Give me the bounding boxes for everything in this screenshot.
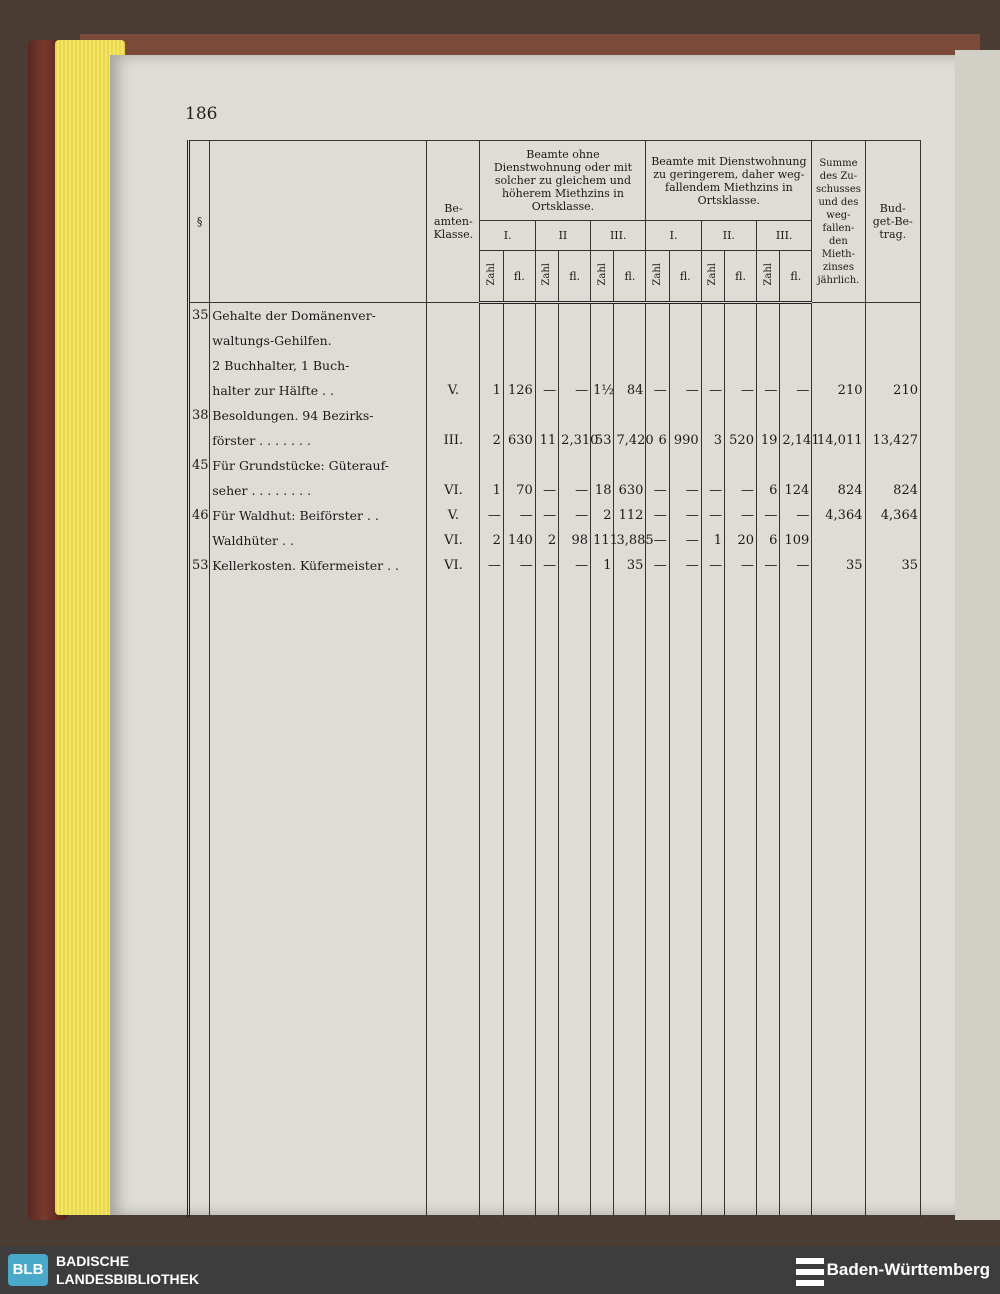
cell-para: 46 xyxy=(189,503,210,528)
library-name-line1: BADISCHE xyxy=(56,1253,130,1269)
cell-z2: — xyxy=(535,478,558,503)
cell-z3: 1½ xyxy=(591,378,614,403)
cell-klasse: V. xyxy=(427,503,480,528)
cell-desc: Gehalte der Domänenver- xyxy=(210,303,427,328)
cell-z3 xyxy=(591,353,614,378)
cell-z4: — xyxy=(646,503,669,528)
cell-f3 xyxy=(614,403,646,428)
cell-z6: — xyxy=(756,378,779,403)
cell-f2: — xyxy=(559,378,591,403)
cell-f4 xyxy=(669,453,701,478)
cell-z6 xyxy=(756,453,779,478)
table-row xyxy=(189,453,921,478)
cell-f1 xyxy=(503,353,535,378)
cell-para xyxy=(189,528,210,553)
cell-f3 xyxy=(614,353,646,378)
cell-z3: 1 xyxy=(591,553,614,578)
library-footer xyxy=(0,1246,1000,1294)
cell-desc: seher . . . . . . . . xyxy=(210,478,427,503)
cell-z6: — xyxy=(756,553,779,578)
cell-summe xyxy=(812,528,865,553)
cell-f1: 126 xyxy=(503,378,535,403)
cell-f2: 2,310 xyxy=(559,428,591,453)
header-class-3b: III. xyxy=(756,221,811,251)
cell-z3: 18 xyxy=(591,478,614,503)
cell-z1: 2 xyxy=(480,528,503,553)
table-row xyxy=(189,428,921,453)
cell-f2 xyxy=(559,328,591,353)
header-class-2b: II. xyxy=(701,221,756,251)
cell-desc: 2 Buchhalter, 1 Buch- xyxy=(210,353,427,378)
cell-f2 xyxy=(559,453,591,478)
cell-z4 xyxy=(646,403,669,428)
cell-z2 xyxy=(535,403,558,428)
cell-f5: — xyxy=(725,478,757,503)
page-number: 186 xyxy=(185,104,218,124)
cell-z1: 1 xyxy=(480,378,503,403)
cell-f6 xyxy=(780,353,812,378)
cell-desc: waltungs-Gehilfen. xyxy=(210,328,427,353)
cell-z1 xyxy=(480,353,503,378)
cell-z3: 111 xyxy=(591,528,614,553)
cell-para: 45 xyxy=(189,453,210,478)
cell-f3 xyxy=(614,328,646,353)
cell-z4: — xyxy=(646,553,669,578)
table-row xyxy=(189,403,921,428)
empty-cell xyxy=(646,578,669,1219)
cell-klasse: VI. xyxy=(427,478,480,503)
cell-f5 xyxy=(725,453,757,478)
cell-z2: — xyxy=(535,503,558,528)
cell-z6 xyxy=(756,353,779,378)
table-filler-row xyxy=(189,578,921,1219)
cell-para xyxy=(189,378,210,403)
empty-cell xyxy=(427,578,480,1219)
cell-budget xyxy=(865,403,921,428)
cell-f2 xyxy=(559,403,591,428)
cell-summe xyxy=(812,453,865,478)
cell-f5: — xyxy=(725,378,757,403)
cell-f6: 2,141 xyxy=(780,428,812,453)
table-row xyxy=(189,378,921,403)
header-zahl: Zahl xyxy=(535,251,558,303)
cell-z6 xyxy=(756,403,779,428)
cell-summe: 210 xyxy=(812,378,865,403)
header-budget: Bud- get-Be- trag. xyxy=(865,141,921,303)
cell-f5: 20 xyxy=(725,528,757,553)
cell-klasse: III. xyxy=(427,428,480,453)
header-paragraph: § xyxy=(189,141,210,303)
library-name xyxy=(56,1252,199,1288)
cell-desc: förster . . . . . . . xyxy=(210,428,427,453)
cell-z6: 6 xyxy=(756,528,779,553)
cell-f6: 124 xyxy=(780,478,812,503)
empty-cell xyxy=(210,578,427,1219)
cell-z2: 2 xyxy=(535,528,558,553)
cell-z1: — xyxy=(480,503,503,528)
blb-logo: BLB xyxy=(8,1254,48,1286)
cell-z4 xyxy=(646,303,669,328)
cell-klasse: V. xyxy=(427,378,480,403)
cell-klasse: VI. xyxy=(427,528,480,553)
cell-summe xyxy=(812,328,865,353)
cell-f2: — xyxy=(559,503,591,528)
empty-cell xyxy=(812,578,865,1219)
cell-f6: — xyxy=(780,378,812,403)
cell-desc: Kellerkosten. Küfermeister . . xyxy=(210,553,427,578)
header-class-2: II xyxy=(535,221,590,251)
cell-f5 xyxy=(725,303,757,328)
cell-f5 xyxy=(725,353,757,378)
cell-f1: — xyxy=(503,553,535,578)
header-group-with-housing: Beamte mit Dienstwohnung zu geringerem, daher weg- fallendem Miethzins in Ortsklasse. xyxy=(646,141,812,221)
cell-z4: — xyxy=(646,478,669,503)
cell-z5: — xyxy=(701,378,724,403)
cell-f6 xyxy=(780,328,812,353)
cell-z4 xyxy=(646,453,669,478)
cell-f5 xyxy=(725,403,757,428)
cell-z5 xyxy=(701,403,724,428)
empty-cell xyxy=(614,578,646,1219)
header-class-3: III. xyxy=(591,221,646,251)
cell-klasse xyxy=(427,303,480,328)
cell-z1 xyxy=(480,403,503,428)
cell-summe: 824 xyxy=(812,478,865,503)
header-group-without-housing: Beamte ohne Dienstwohnung oder mit solcher zu gleichem und höherem Miethzins in Ortsklasse. xyxy=(480,141,646,221)
cell-z1: 1 xyxy=(480,478,503,503)
cell-f1: 140 xyxy=(503,528,535,553)
cell-f3: 3,885 xyxy=(614,528,646,553)
cell-f6 xyxy=(780,403,812,428)
table-row xyxy=(189,328,921,353)
cell-z5: 1 xyxy=(701,528,724,553)
cell-para: 53 xyxy=(189,553,210,578)
cell-summe: 4,364 xyxy=(812,503,865,528)
table-row xyxy=(189,553,921,578)
cell-z4 xyxy=(646,353,669,378)
cell-f6: — xyxy=(780,553,812,578)
cell-desc: Besoldungen. 94 Bezirks- xyxy=(210,403,427,428)
cell-f4: — xyxy=(669,528,701,553)
cell-budget xyxy=(865,303,921,328)
empty-cell xyxy=(780,578,812,1219)
cell-z5 xyxy=(701,453,724,478)
header-fl: fl. xyxy=(725,251,757,303)
cell-para xyxy=(189,478,210,503)
cell-f5: — xyxy=(725,503,757,528)
cell-budget xyxy=(865,353,921,378)
cell-f5 xyxy=(725,328,757,353)
header-zahl: Zahl xyxy=(756,251,779,303)
cell-budget: 210 xyxy=(865,378,921,403)
cell-f4: — xyxy=(669,503,701,528)
cell-budget xyxy=(865,453,921,478)
header-zahl: Zahl xyxy=(701,251,724,303)
cell-z3: 2 xyxy=(591,503,614,528)
cell-z3 xyxy=(591,403,614,428)
cell-z2: 11 xyxy=(535,428,558,453)
cell-f3: 7,420 xyxy=(614,428,646,453)
cell-f3 xyxy=(614,303,646,328)
cell-z4: — xyxy=(646,378,669,403)
empty-cell xyxy=(559,578,591,1219)
cell-f1 xyxy=(503,303,535,328)
header-class-1: I. xyxy=(480,221,535,251)
cell-f5: — xyxy=(725,553,757,578)
cell-z1: 2 xyxy=(480,428,503,453)
empty-cell xyxy=(725,578,757,1219)
cell-desc: Für Waldhut: Beiförster . . xyxy=(210,503,427,528)
cell-f3: 630 xyxy=(614,478,646,503)
header-class-1b: I. xyxy=(646,221,701,251)
cell-summe xyxy=(812,303,865,328)
cell-z4: 6 xyxy=(646,428,669,453)
cell-f1: 630 xyxy=(503,428,535,453)
empty-cell xyxy=(669,578,701,1219)
cell-z1: — xyxy=(480,553,503,578)
cell-f4: 990 xyxy=(669,428,701,453)
cell-f1: — xyxy=(503,503,535,528)
header-zahl: Zahl xyxy=(591,251,614,303)
cell-f4 xyxy=(669,328,701,353)
cell-desc: halter zur Hälfte . . xyxy=(210,378,427,403)
cell-z2: — xyxy=(535,553,558,578)
header-fl: fl. xyxy=(669,251,701,303)
empty-cell xyxy=(591,578,614,1219)
cell-f3: 112 xyxy=(614,503,646,528)
empty-cell xyxy=(756,578,779,1219)
cell-f2: 98 xyxy=(559,528,591,553)
cell-z2: — xyxy=(535,378,558,403)
header-fl: fl. xyxy=(559,251,591,303)
salary-table xyxy=(187,140,921,1218)
cell-klasse xyxy=(427,353,480,378)
cell-f2 xyxy=(559,303,591,328)
cell-z3: 53 xyxy=(591,428,614,453)
cell-z5 xyxy=(701,303,724,328)
cell-f6: 109 xyxy=(780,528,812,553)
cell-f4 xyxy=(669,303,701,328)
cell-f1 xyxy=(503,403,535,428)
cell-klasse xyxy=(427,403,480,428)
cell-summe: 14,011 xyxy=(812,428,865,453)
header-fl: fl. xyxy=(503,251,535,303)
cell-budget: 13,427 xyxy=(865,428,921,453)
cell-budget: 35 xyxy=(865,553,921,578)
cell-f4: — xyxy=(669,553,701,578)
cell-f6 xyxy=(780,303,812,328)
cell-z3 xyxy=(591,328,614,353)
cell-f3: 35 xyxy=(614,553,646,578)
empty-cell xyxy=(701,578,724,1219)
cell-desc: Waldhüter . . xyxy=(210,528,427,553)
empty-cell xyxy=(503,578,535,1219)
header-summe: Summe des Zu- schusses und des weg- fallen- den Mieth- zinses jährlich. xyxy=(812,141,865,303)
cell-z5 xyxy=(701,353,724,378)
cell-budget xyxy=(865,528,921,553)
cell-z3 xyxy=(591,453,614,478)
table-body xyxy=(189,303,921,1219)
cell-para xyxy=(189,428,210,453)
cell-f4 xyxy=(669,403,701,428)
cell-klasse xyxy=(427,328,480,353)
table-row xyxy=(189,303,921,328)
cell-z5 xyxy=(701,328,724,353)
cell-f3: 84 xyxy=(614,378,646,403)
header-zahl: Zahl xyxy=(646,251,669,303)
cell-f1 xyxy=(503,453,535,478)
cell-z2 xyxy=(535,303,558,328)
cell-f2 xyxy=(559,353,591,378)
empty-cell xyxy=(480,578,503,1219)
cell-z1 xyxy=(480,303,503,328)
cell-z1 xyxy=(480,453,503,478)
cell-f6: — xyxy=(780,503,812,528)
cell-z5: — xyxy=(701,503,724,528)
header-fl: fl. xyxy=(780,251,812,303)
cell-z1 xyxy=(480,328,503,353)
cell-z6: — xyxy=(756,503,779,528)
header-zahl: Zahl xyxy=(480,251,503,303)
cell-z5: — xyxy=(701,553,724,578)
header-description xyxy=(210,141,427,303)
cell-klasse: VI. xyxy=(427,553,480,578)
cell-z2 xyxy=(535,328,558,353)
cell-budget: 4,364 xyxy=(865,503,921,528)
empty-cell xyxy=(535,578,558,1219)
cell-f1 xyxy=(503,328,535,353)
cell-para xyxy=(189,328,210,353)
cell-summe xyxy=(812,403,865,428)
cell-para xyxy=(189,353,210,378)
facing-page-edge xyxy=(955,50,1000,1220)
empty-cell xyxy=(865,578,921,1219)
cell-budget xyxy=(865,328,921,353)
cell-f2: — xyxy=(559,553,591,578)
cell-f4: — xyxy=(669,478,701,503)
cell-z6: 19 xyxy=(756,428,779,453)
cell-klasse xyxy=(427,453,480,478)
cell-summe xyxy=(812,353,865,378)
table-row xyxy=(189,478,921,503)
cell-f6 xyxy=(780,453,812,478)
cell-summe: 35 xyxy=(812,553,865,578)
cell-f4 xyxy=(669,353,701,378)
cell-budget: 824 xyxy=(865,478,921,503)
cell-f3 xyxy=(614,453,646,478)
cell-z6: 6 xyxy=(756,478,779,503)
cell-z4 xyxy=(646,328,669,353)
table-row xyxy=(189,503,921,528)
library-name-line2: LANDESBIBLIOTHEK xyxy=(56,1271,200,1287)
empty-cell xyxy=(189,578,210,1219)
cell-desc: Für Grundstücke: Güterauf- xyxy=(210,453,427,478)
cell-para: 35 xyxy=(189,303,210,328)
book-cover-edge xyxy=(80,34,980,56)
cell-z2 xyxy=(535,353,558,378)
cell-f2: — xyxy=(559,478,591,503)
cell-z4: — xyxy=(646,528,669,553)
cell-f5: 520 xyxy=(725,428,757,453)
cell-f4: — xyxy=(669,378,701,403)
header-beamten-klasse: Be- amten- Klasse. xyxy=(427,141,480,303)
cell-z5: — xyxy=(701,478,724,503)
cell-f1: 70 xyxy=(503,478,535,503)
cell-z2 xyxy=(535,453,558,478)
state-name: Baden-Württemberg xyxy=(826,1260,990,1279)
table-row xyxy=(189,528,921,553)
cell-z6 xyxy=(756,303,779,328)
cell-z6 xyxy=(756,328,779,353)
cell-z3 xyxy=(591,303,614,328)
coat-of-arms-icon xyxy=(796,1254,824,1286)
cell-z5: 3 xyxy=(701,428,724,453)
header-fl: fl. xyxy=(614,251,646,303)
cell-para: 38 xyxy=(189,403,210,428)
table-row xyxy=(189,353,921,378)
